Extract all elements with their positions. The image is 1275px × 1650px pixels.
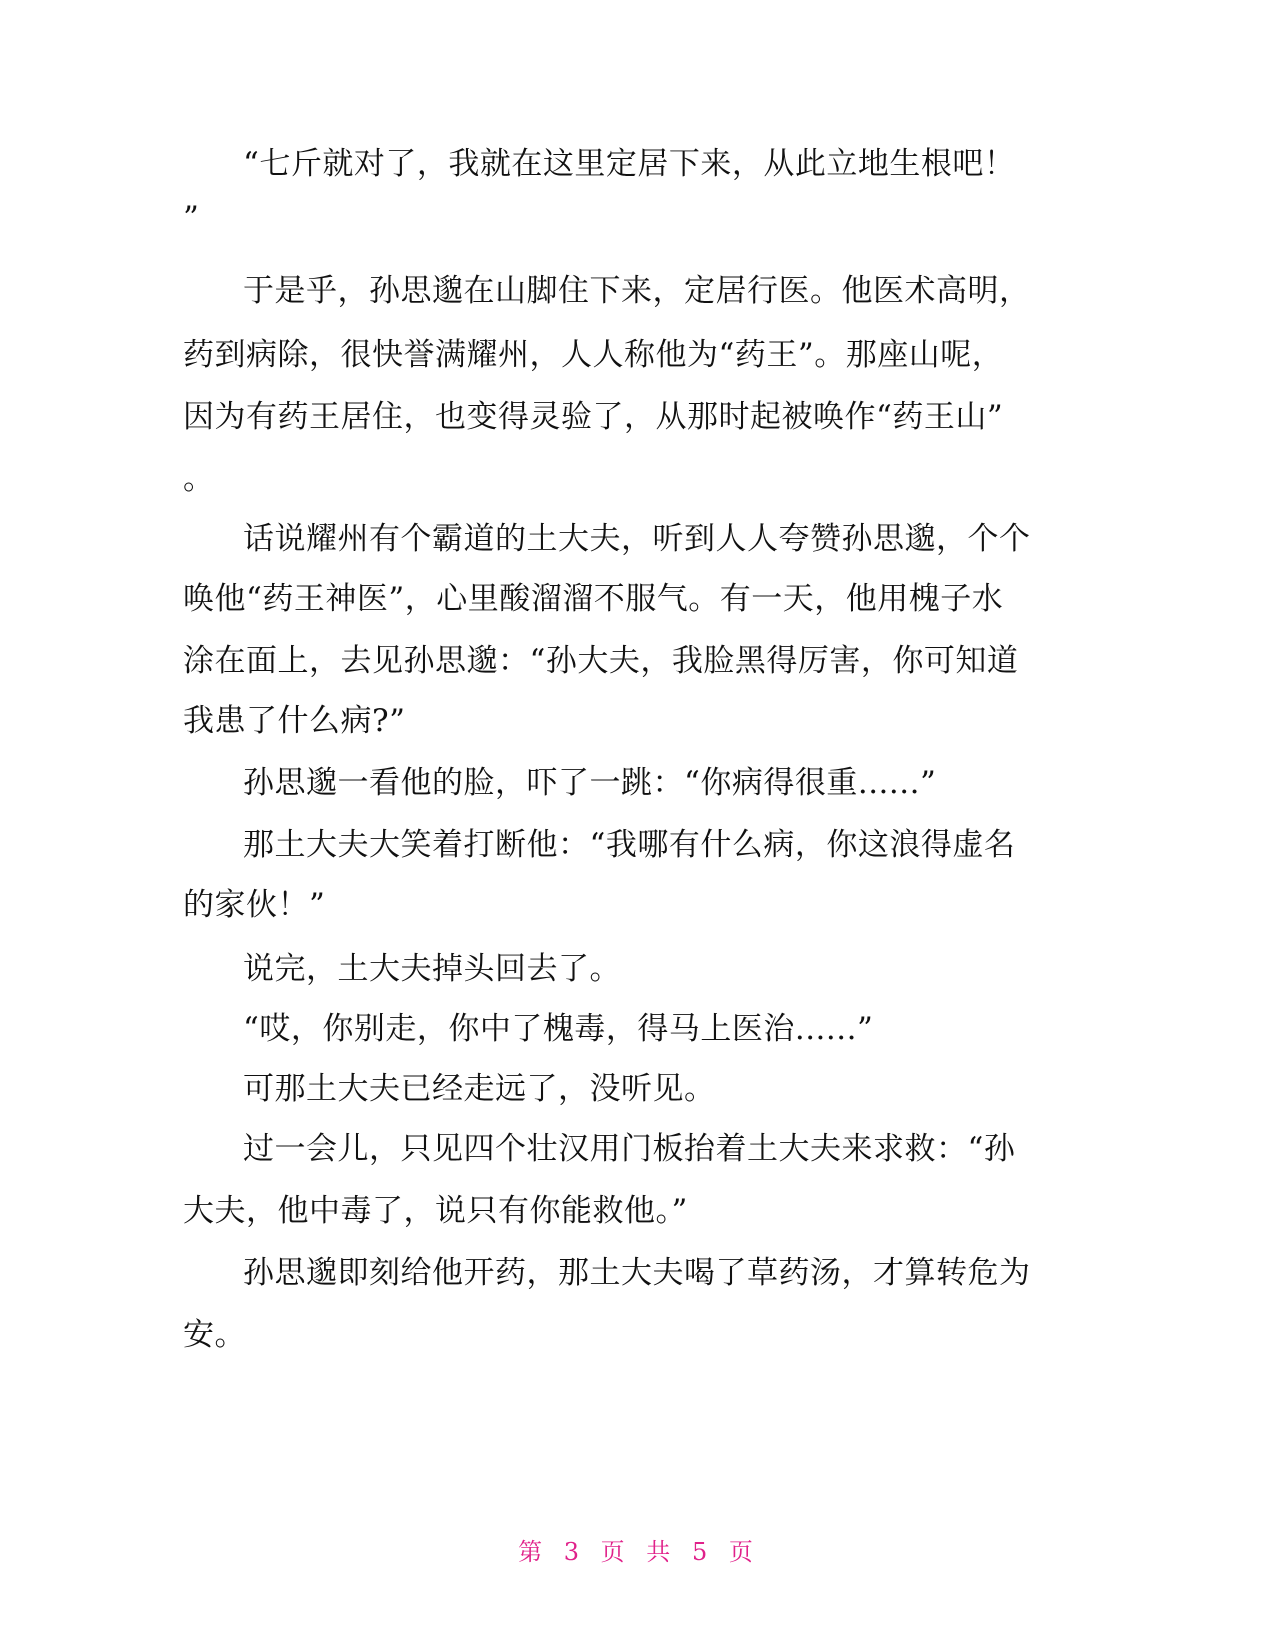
text-line: 药到病除，很快誉满耀州，人人称他为“药王”。那座山呢， <box>183 337 1004 373</box>
text-line: 于是乎，孙思邈在山脚住下来，定居行医。他医术高明， <box>243 273 1031 309</box>
text-line: 可那土大夫已经走远了，没听见。 <box>243 1071 716 1107</box>
text-line: 说完，土大夫掉头回去了。 <box>243 951 621 987</box>
text-line: 的家伙！” <box>183 887 326 923</box>
text-line: 。 <box>183 461 215 497</box>
text-line: “哎，你别走，你中了槐毒，得马上医治......” <box>243 1011 874 1047</box>
page-number-footer: 第 3 页 共 5 页 <box>518 1538 757 1566</box>
text-line: ” <box>183 200 200 236</box>
text-line: “七斤就对了，我就在这里定居下来，从此立地生根吧！ <box>243 146 1016 182</box>
text-line: 安。 <box>183 1317 246 1353</box>
text-line: 孙思邈一看他的脸，吓了一跳：“你病得很重......” <box>243 765 937 801</box>
text-line: 唤他“药王神医”，心里酸溜溜不服气。有一天，他用槐子水 <box>183 581 1004 617</box>
text-line: 我患了什么病?” <box>183 703 406 739</box>
text-line: 孙思邈即刻给他开药，那土大夫喝了草药汤，才算转危为 <box>243 1255 1031 1291</box>
text-line: 那土大夫大笑着打断他：“我哪有什么病，你这浪得虚名 <box>243 827 1016 863</box>
text-line: 涂在面上，去见孙思邈：“孙大夫，我脸黑得厉害，你可知道 <box>183 643 1019 679</box>
text-line: 话说耀州有个霸道的土大夫，听到人人夸赞孙思邈，个个 <box>243 521 1031 557</box>
text-line: 大夫，他中毒了，说只有你能救他。” <box>183 1193 688 1229</box>
text-line: 过一会儿，只见四个壮汉用门板抬着土大夫来求救：“孙 <box>243 1131 1016 1167</box>
text-line: 因为有药王居住，也变得灵验了，从那时起被唤作“药王山” <box>183 399 1004 435</box>
